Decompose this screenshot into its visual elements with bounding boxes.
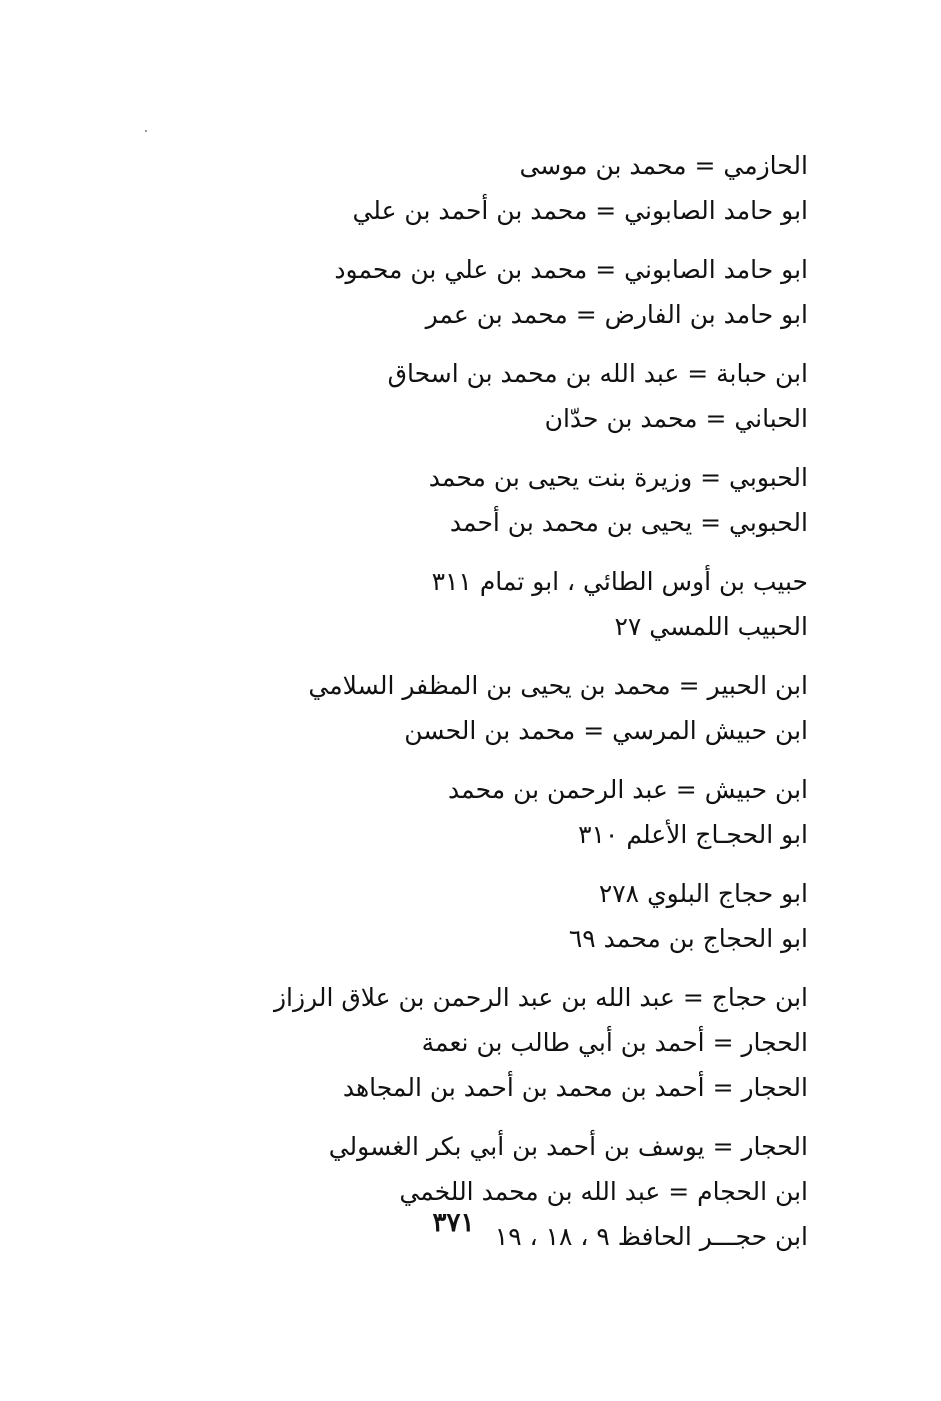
- index-entry: الحازمي = محمد بن موسى: [519, 151, 808, 180]
- entry-group: [248, 975, 808, 1110]
- index-entry: ابو حامد الصابوني = محمد بن أحمد بن علي: [352, 196, 808, 225]
- entry-group: [248, 767, 808, 857]
- index-entry: ابن حجاج = عبد الله بن عبد الرحمن بن علاق الرزاز: [273, 983, 808, 1012]
- entry-group: [248, 143, 808, 233]
- index-entry: ابن حجـــر الحافظ ٩ ، ١٨ ، ١٩: [494, 1222, 808, 1251]
- entry-group: [248, 455, 808, 545]
- index-entry: الحبيب اللمسي ٢٧: [614, 612, 808, 641]
- index-entry: ابو حامد الصابوني = محمد بن علي بن محمود: [334, 255, 808, 284]
- index-entry: الحبوبي = وزيرة بنت يحيى بن محمد: [428, 463, 808, 492]
- index-entry: حبيب بن أوس الطائي ، ابو تمام ٣١١: [431, 567, 808, 596]
- index-entry: ابن الحجام = عبد الله بن محمد اللخمي: [399, 1177, 808, 1206]
- entry-group: [248, 663, 808, 753]
- entry-group: [248, 559, 808, 649]
- index-entry: ابن حبيش = عبد الرحمن بن محمد: [448, 775, 808, 804]
- index-entry: ابن حبيش المرسي = محمد بن الحسن: [404, 716, 808, 745]
- page-number: ٣٧١: [432, 1208, 475, 1238]
- entry-group: [248, 247, 808, 337]
- index-entry: ابو الحجـاج الأعلم ٣١٠: [578, 820, 808, 849]
- index-entry: الحجار = يوسف بن أحمد بن أبي بكر الغسولي: [328, 1132, 808, 1161]
- index-entry: الحبوبي = يحيى بن محمد بن أحمد: [449, 508, 808, 537]
- index-entry: ابن حبابة = عبد الله بن محمد بن اسحاق: [387, 359, 808, 388]
- index-entry: الحباني = محمد بن حدّان: [544, 404, 808, 433]
- index-entry: الحجار = أحمد بن محمد بن أحمد بن المجاهد: [342, 1073, 808, 1102]
- index-entry: ابن الحبير = محمد بن يحيى بن المظفر السلامي: [308, 671, 808, 700]
- entry-group: [248, 351, 808, 441]
- index-entry: ابو الحجاج بن محمد ٦٩: [568, 924, 808, 953]
- index-entry: ابو حجاج البلوي ٢٧٨: [598, 879, 808, 908]
- index-entries: [248, 143, 808, 1273]
- index-entry: ابو حامد بن الفارض = محمد بن عمر: [425, 300, 808, 329]
- entry-group: [248, 871, 808, 961]
- index-entry: الحجار = أحمد بن أبي طالب بن نعمة: [421, 1028, 808, 1057]
- page-speck: [145, 130, 147, 132]
